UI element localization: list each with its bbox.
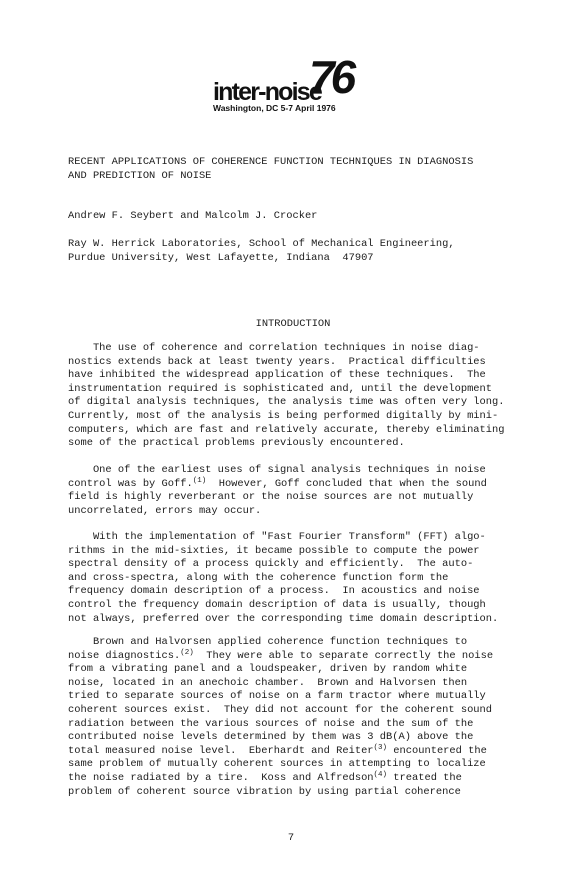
text-fragment: treated the — [387, 771, 462, 784]
affiliation — [68, 237, 518, 265]
text-line: not always, preferred over the corresponding time domain description. — [68, 612, 499, 625]
text-line: With the implementation of "Fast Fourier Transform" (FFT) algo- — [68, 531, 486, 543]
text-fragment: However, Goff concluded that when the sound — [206, 477, 487, 490]
text-line: Currently, most of the analysis is being performed digitally by mini- — [68, 409, 499, 422]
logo-wordmark: inter-noise — [213, 78, 321, 106]
text-fragment: total measured noise level. Eberhardt and Reiter — [68, 744, 374, 757]
text-line: frequency domain description of a process. In acoustics and noise — [68, 585, 480, 598]
text-line: of digital analysis techniques, the analysis time was often very long. — [68, 396, 505, 409]
affiliation-line: Ray W. Herrick Laboratories, School of Mechanical Engineering, — [68, 238, 455, 250]
paragraph-1 — [68, 342, 518, 451]
text-line: field is highly reverberant or the noise sources are not mutually — [68, 491, 474, 504]
authors: Andrew F. Seybert and Malcolm J. Crocker — [68, 210, 318, 222]
page-number: 7 — [287, 832, 295, 844]
affiliation-line: Purdue University, West Lafayette, Indiana 47907 — [68, 252, 374, 264]
text-line: coherent sources exist. They did not account for the coherent sound — [68, 703, 493, 716]
text-line: spectral density of a process quickly and efficiently. The auto- — [68, 558, 474, 571]
reference-marker: (1) — [192, 476, 207, 485]
text-line: control the frequency domain description of data is usually, though — [68, 598, 486, 611]
reference-marker: (2) — [180, 648, 194, 657]
text-line: noise, located in an anechoic chamber. Brown and Halvorsen then — [68, 676, 468, 689]
text-line: some of the practical problems previously encountered. — [68, 437, 405, 450]
text-line: radiation between the various sources of noise and the sum of the — [68, 717, 474, 730]
paragraph-3 — [68, 531, 518, 626]
text-line: computers, which are fast and relatively accurate, thereby eliminating — [68, 423, 505, 436]
text-line: same problem of mutually coherent sources in attempting to localize — [68, 758, 486, 771]
text-line: contributed noise levels determined by them was 3 dB(A) above the — [68, 731, 474, 744]
text-fragment: the noise radiated by a tire. Koss and Alfredson — [68, 771, 374, 784]
conference-logo — [213, 51, 363, 116]
title-line: RECENT APPLICATIONS OF COHERENCE FUNCTION TECHNIQUES IN DIAGNOSIS — [68, 156, 474, 168]
text-fragment: They were able to separate correctly the noise — [193, 649, 494, 662]
text-line: rithms in the mid-sixties, it became possible to compute the power — [68, 544, 480, 557]
text-line: instrumentation required is sophisticated and, until the development — [68, 382, 493, 395]
logo-subtitle: Washington, DC 5-7 April 1976 — [213, 103, 336, 113]
text-line: problem of coherent source vibration by using partial coherence — [68, 785, 461, 798]
logo-year: 76 — [309, 51, 353, 103]
text-line — [68, 478, 518, 492]
text-line — [68, 745, 518, 759]
text-line: uncorrelated, errors may occur. — [68, 504, 262, 517]
text-line: The use of coherence and correlation techniques in noise diag- — [68, 342, 480, 354]
text-fragment: encountered the — [387, 744, 487, 757]
text-line: One of the earliest uses of signal analysis techniques in noise — [68, 464, 486, 476]
text-line: and cross-spectra, along with the coherence function form the — [68, 571, 449, 584]
paragraph-4 — [68, 636, 518, 799]
reference-marker: (4) — [373, 770, 388, 779]
text-line: from a vibrating panel and a loudspeaker, driven by random white — [68, 663, 468, 676]
text-fragment: noise diagnostics. — [68, 649, 181, 662]
text-line: nostics extends back at least twenty years. Practical difficulties — [68, 355, 486, 368]
text-line — [68, 772, 518, 786]
paragraph-2 — [68, 464, 518, 518]
text-line: have inhibited the widespread application of these techniques. The — [68, 369, 486, 382]
title-line: AND PREDICTION OF NOISE — [68, 170, 212, 182]
paper-title — [68, 155, 518, 183]
author-line — [68, 209, 518, 223]
text-line: Brown and Halvorsen applied coherence function techniques to — [68, 636, 468, 648]
text-line: tried to separate sources of noise on a farm tractor where mutually — [68, 690, 486, 703]
section-heading: INTRODUCTION — [255, 318, 331, 330]
text-fragment: control was by Goff. — [68, 477, 193, 490]
text-line — [68, 650, 518, 664]
reference-marker: (3) — [373, 743, 388, 752]
